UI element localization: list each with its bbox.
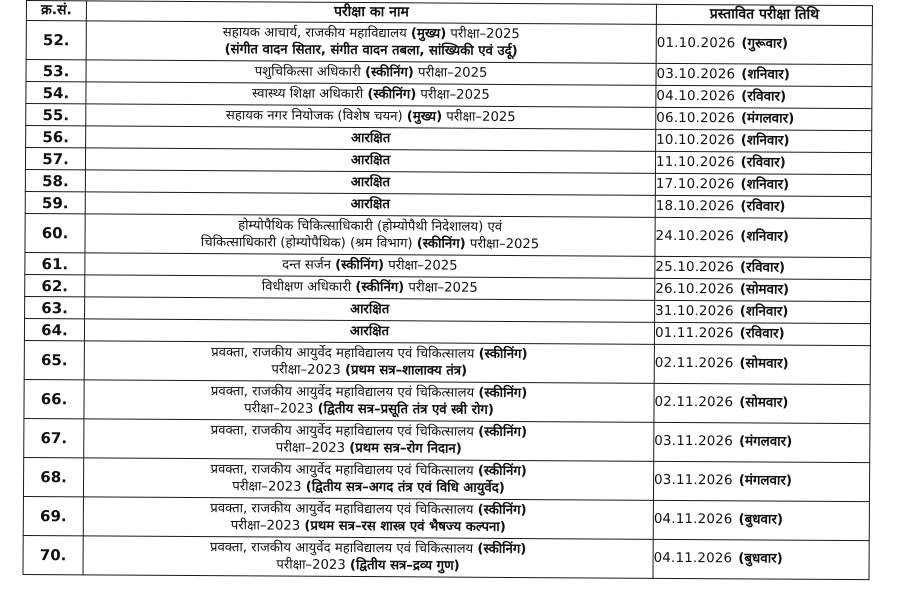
exam-date: 17.10.2026 (655, 176, 735, 193)
exam-name-text: विधीक्षण अधिकारी (261, 279, 356, 295)
exam-name-text: सहायक नगर नियोजक (विशेष चयन) (225, 107, 407, 125)
exam-date: 10.10.2026 (656, 132, 735, 149)
exam-schedule-table (22, 0, 872, 580)
exam-date: 03.10.2026 (656, 66, 736, 83)
exam-name-bold-text: आरक्षित (350, 196, 390, 212)
exam-name (83, 497, 653, 539)
exam-name-bold-text: (स्कीनिंग) (364, 64, 414, 81)
exam-name (85, 214, 655, 256)
exam-name-text: परीक्षा–2023 (230, 518, 305, 534)
exam-weekday: (शनिवार) (740, 229, 789, 245)
exam-name-line (84, 555, 653, 576)
proposed-date (655, 217, 871, 257)
exam-name-line (86, 84, 655, 105)
exam-name-text: प्रवक्ता, राजकीय आयुर्वेद महाविद्यालय एवं चिकित्सालय (211, 344, 479, 362)
exam-name-text: प्रवक्ता, राजकीय आयुर्वेद महाविद्यालय एवं चिकित्सालय (210, 500, 478, 518)
exam-name-text: परीक्षा–2025 (413, 65, 488, 81)
exam-weekday: (शनिवार) (741, 67, 790, 83)
exam-name-bold-text: आरक्षित (350, 130, 391, 146)
exam-weekday: (मंगलवार) (740, 111, 795, 127)
exam-name-bold-text: आरक्षित (350, 174, 391, 190)
exam-name-text: प्रवक्ता, राजकीय आयुर्वेद महाविद्यालय एवं चिकित्सालय (210, 461, 478, 479)
exam-date: 01.11.2026 (654, 325, 734, 342)
serial-number: 53. (26, 60, 86, 82)
exam-name-bold-text: (स्कीनिंग) (477, 541, 527, 557)
exam-date: 06.10.2026 (656, 110, 736, 127)
exam-name-bold-text: (द्वितीय सत्र–प्रसूति तंत्र एवं स्त्री रोग) (317, 401, 494, 418)
proposed-date (656, 107, 872, 130)
proposed-date (655, 256, 871, 279)
proposed-date (656, 63, 872, 86)
exam-name-bold-text: (स्कीनिंग) (477, 463, 527, 479)
exam-name-text: परीक्षा–2025 (404, 280, 478, 296)
exam-name-bold-text: (स्कीनिंग) (416, 236, 466, 252)
proposed-date (655, 278, 871, 301)
exam-date: 04.11.2026 (653, 551, 733, 567)
exam-name-line (87, 62, 656, 83)
exam-weekday: (सोमवार) (739, 282, 790, 298)
table-row (26, 21, 872, 65)
exam-date: 03.11.2026 (654, 473, 733, 489)
serial-number: 58. (25, 169, 85, 191)
exam-name-text: प्रवक्ता, राजकीय आयुर्वेद महाविद्यालय एवं चिकित्सालय (209, 539, 478, 557)
serial-number: 52. (26, 21, 86, 60)
proposed-date (655, 300, 871, 323)
table-row (24, 340, 870, 384)
exam-weekday: (मंगलवार) (738, 434, 793, 450)
exam-name-line (84, 399, 653, 420)
serial-number: 65. (24, 340, 84, 379)
exam-name-bold-text: (स्कीनिंग) (478, 424, 528, 440)
exam-name-line (86, 128, 655, 149)
serial-number: 62. (25, 274, 85, 296)
serial-number: 60. (25, 213, 85, 252)
serial-number: 59. (25, 191, 85, 213)
exam-name-bold-text: (स्कीनिंग) (477, 502, 527, 518)
proposed-date (653, 539, 869, 579)
exam-name-line (86, 106, 655, 127)
exam-name-line (85, 277, 654, 298)
serial-number: 54. (26, 82, 86, 104)
exam-name-bold-text: (स्कीनिंग) (478, 385, 528, 401)
exam-name-text: परीक्षा–2023 (271, 362, 346, 378)
exam-name-bold-text: (प्रथम सत्र–रस शास्त्र एवं भैषज्य कल्पना) (304, 518, 506, 535)
header-serial: क्र.सं. (26, 1, 86, 21)
exam-name-text: चिकित्साधिकारी (होम्योपैथिक) (श्रम विभाग) (200, 235, 417, 252)
serial-number: 61. (25, 252, 85, 274)
exam-name-bold-text: (प्रथम सत्र–शालाक्य तंत्र) (344, 362, 468, 379)
exam-name-line (86, 172, 655, 193)
proposed-date (653, 461, 869, 501)
exam-name-bold-text: (स्कीनिंग) (355, 279, 405, 296)
exam-name (84, 341, 654, 383)
exam-weekday: (मंगलवार) (738, 473, 793, 489)
exam-date: 24.10.2026 (655, 229, 735, 245)
header-exam-name: परीक्षा का नाम (86, 1, 656, 24)
exam-name-line (84, 438, 653, 459)
exam-name-bold-text: आरक्षित (349, 323, 390, 339)
exam-date: 26.10.2026 (655, 281, 734, 298)
exam-name-bold-text: (द्वितीय सत्र–अगद तंत्र एवं विधि आयुर्वेद) (305, 479, 505, 496)
serial-number: 56. (26, 126, 86, 148)
exam-name (83, 458, 653, 500)
exam-name-bold-text: आरक्षित (349, 301, 390, 317)
exam-date: 04.11.2026 (653, 512, 733, 528)
exam-name (84, 419, 654, 461)
exam-name-bold-text: (द्वितीय सत्र–द्रव्य गुण) (349, 557, 460, 574)
exam-date: 03.11.2026 (654, 434, 734, 450)
exam-name-text: परीक्षा–2023 (244, 401, 318, 417)
exam-name-bold-text: (मुख्य) (410, 25, 447, 42)
exam-date: 04.10.2026 (656, 88, 736, 105)
exam-weekday: (रविवार) (740, 199, 786, 215)
exam-weekday: (सोमवार) (739, 356, 789, 372)
exam-name-text: प्रवक्ता, राजकीय आयुर्वेद महाविद्यालय एवं चिकित्सालय (210, 422, 479, 440)
exam-name-line (85, 321, 654, 342)
exam-date: 02.11.2026 (654, 395, 734, 411)
exam-name-bold-text: (स्कीनिंग) (478, 346, 528, 362)
exam-name-line (85, 360, 654, 381)
proposed-date (655, 195, 871, 218)
proposed-date (654, 422, 870, 462)
exam-name-line (84, 477, 653, 498)
exam-name-text: दन्त सर्जन (282, 257, 336, 273)
serial-number: 68. (23, 457, 83, 496)
exam-name-bold-text: (प्रथम सत्र–रोग निदान) (349, 440, 462, 457)
proposed-date (654, 344, 870, 384)
header-proposed-date: प्रस्तावित परीक्षा तिथि (656, 4, 872, 25)
exam-name-text: प्रवक्ता, राजकीय आयुर्वेद महाविद्यालय एवं चिकित्सालय (210, 383, 479, 401)
exam-name (84, 380, 654, 422)
exam-name (83, 536, 653, 578)
serial-number: 57. (25, 148, 85, 170)
table-body (23, 21, 872, 580)
proposed-date (653, 500, 869, 540)
exam-date: 01.10.2026 (656, 36, 736, 52)
exam-weekday: (रविवार) (739, 326, 785, 342)
proposed-date (656, 24, 872, 64)
exam-name-line (86, 194, 655, 215)
table-row (23, 496, 869, 540)
exam-name-text: परीक्षा–2025 (416, 87, 490, 103)
exam-date: 18.10.2026 (655, 198, 735, 215)
table-row (23, 535, 869, 579)
exam-name-line (87, 40, 656, 61)
exam-date: 31.10.2026 (655, 303, 734, 320)
exam-name-text: होम्योपैथिक चिकित्साधिकारी (होम्योपैथी निदेशालय) एवं (238, 217, 503, 235)
exam-date: 25.10.2026 (655, 259, 735, 276)
serial-number: 55. (26, 104, 86, 126)
exam-weekday: (शनिवार) (740, 177, 790, 193)
exam-date: 11.10.2026 (655, 154, 735, 171)
exam-weekday: (रविवार) (740, 155, 786, 171)
exam-name-text: स्वास्थ्य शिक्षा अधिकारी (252, 86, 368, 102)
exam-name-text: परीक्षा–2025 (446, 26, 520, 42)
serial-number: 63. (25, 296, 85, 318)
exam-name-line (85, 299, 654, 320)
exam-name (86, 21, 656, 63)
exam-weekday: (बुधवार) (738, 512, 784, 528)
exam-name-text: परीक्षा–2023 (276, 557, 350, 573)
exam-name-bold-text: आरक्षित (350, 152, 391, 168)
proposed-date (656, 129, 872, 152)
serial-number: 64. (24, 318, 84, 340)
exam-name-text: परीक्षा–2025 (442, 109, 516, 125)
exam-weekday: (गुरूवार) (741, 36, 789, 52)
exam-name-text: सहायक आचार्य, राजकीय महाविद्यालय (222, 24, 411, 41)
exam-name-bold-text: (संगीत वादन सितार, संगीत वादन तबला, सांख्यिकी एवं उर्दू) (224, 42, 518, 60)
serial-number: 66. (24, 379, 84, 418)
table-row (24, 379, 870, 423)
exam-name-line (85, 233, 654, 254)
exam-weekday: (रविवार) (740, 260, 786, 276)
exam-name-text: परीक्षा–2025 (384, 257, 458, 274)
exam-weekday: (शनिवार) (740, 133, 790, 149)
exam-name-line (86, 150, 655, 171)
exam-name-text: परीक्षा–2023 (232, 479, 306, 495)
exam-name-text: परीक्षा–2023 (275, 440, 350, 456)
exam-name-text: पशुचिकित्सा अधिकारी (254, 64, 366, 80)
proposed-date (655, 173, 871, 196)
exam-name-bold-text: (स्कीनिंग) (367, 86, 417, 103)
exam-date: 02.11.2026 (654, 356, 734, 372)
exam-weekday: (बुधवार) (738, 551, 783, 567)
proposed-date (655, 151, 871, 174)
proposed-date (654, 322, 870, 345)
serial-number: 67. (24, 418, 84, 457)
exam-name-line (84, 516, 653, 537)
table-row (25, 213, 871, 257)
exam-name-bold-text: (मुख्य) (406, 109, 443, 125)
exam-name-bold-text: (स्कीनिंग) (335, 257, 385, 273)
exam-weekday: (रविवार) (741, 89, 787, 105)
exam-weekday: (सोमवार) (739, 395, 789, 411)
serial-number: 70. (23, 535, 83, 574)
exam-weekday: (शनिवार) (739, 304, 789, 320)
table-row (24, 418, 870, 462)
serial-number: 69. (23, 496, 83, 535)
proposed-date (654, 383, 870, 423)
table-row (23, 457, 869, 501)
exam-name-text: परीक्षा–2025 (465, 236, 540, 253)
exam-name-line (85, 255, 654, 276)
proposed-date (656, 85, 872, 108)
